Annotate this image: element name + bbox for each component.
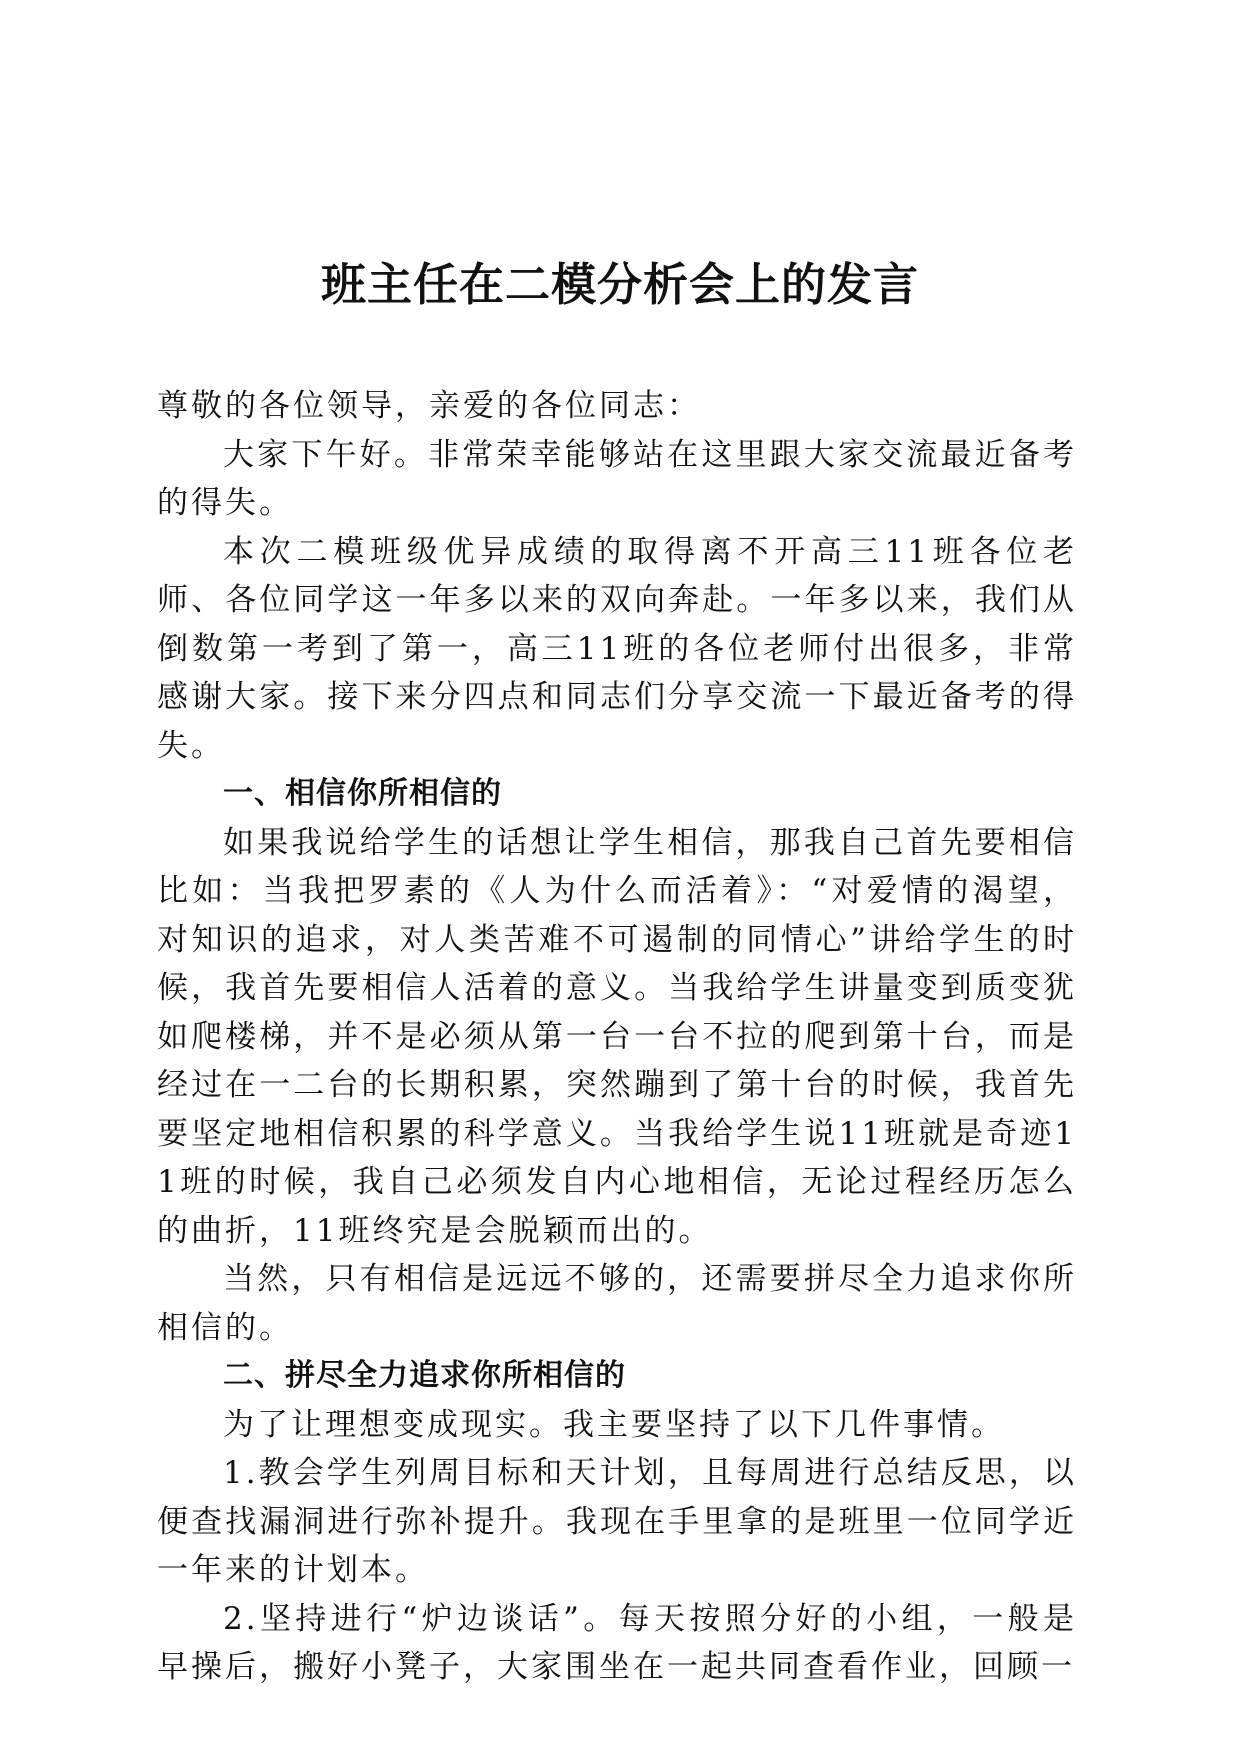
paragraph-practice-intro: 为了让理想变成现实。我主要坚持了以下几件事情。: [223, 1406, 1005, 1443]
section-heading-2: 二、拼尽全力追求你所相信的: [223, 1358, 626, 1393]
document-body: [157, 382, 1077, 1692]
document-title: 班主任在二模分析会上的发言: [320, 258, 919, 311]
paragraph-believe: 如果我说给学生的话想让学生相信，那我自己首先要相信比如：当我把罗素的《人为什么而活着》：“对爱情的渴望，对知识的追求，对人类苦难不可遏制的同情心”讲给学生的时候，我首先要相信人活着的意义。当我给学生讲量变到质变犹如爬楼梯，并不是必须从第一台一台不拉的爬到第十台，而是经过在一二台的长期积累，突然蹦到了第十台的时候，我首先要坚定地相信积累的科学意义。当我给学生说11班就是奇迹11班的时候，我自己必须发自内心地相信，无论过程经历怎么的曲折，11班终究是会脱颖而出的。: [157, 824, 1077, 1249]
list-item-1: 1.教会学生列周目标和天计划，且每周进行总结反思，以便查找漏洞进行弥补提升。我现在手里拿的是班里一位同学近一年来的计划本。: [157, 1455, 1077, 1588]
paragraph-greeting: 大家下午好。非常荣幸能够站在这里跟大家交流最近备考的得失。: [157, 436, 1077, 521]
paragraph-intro: 本次二模班级优异成绩的取得离不开高三11班各位老师、各位同学这一年多以来的双向奔赴。一年多以来，我们从倒数第一考到了第一，高三11班的各位老师付出很多，非常感谢大家。接下来分四点和同志们分享交流一下最近备考的得失。: [157, 533, 1077, 764]
paragraph-transition: 当然，只有相信是远远不够的，还需要拼尽全力追求你所相信的。: [157, 1261, 1077, 1346]
salutation: 尊敬的各位领导，亲爱的各位同志：: [157, 388, 701, 424]
list-item-2: 2.坚持进行“炉边谈话”。每天按照分好的小组，一般是早操后，搬好小凳子，大家围坐在一起共同查看作业，回顾一: [157, 1600, 1077, 1685]
section-heading-1: 一、相信你所相信的: [223, 776, 502, 811]
